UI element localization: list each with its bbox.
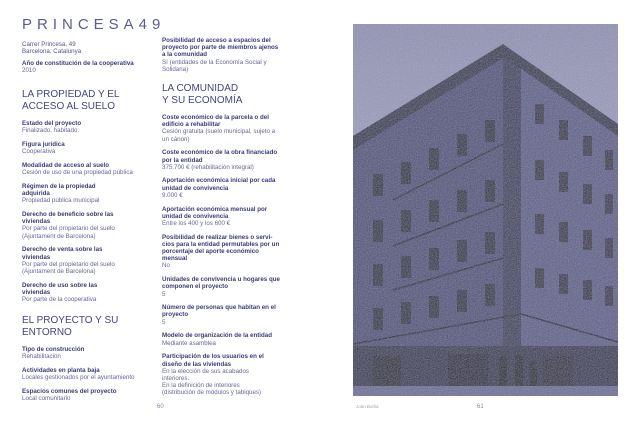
field-value-line: (distribución de módulos y tabiques): [162, 389, 262, 397]
field-value: [22, 127, 150, 134]
field-label-line: Posibilidad de acceso a espacios del: [162, 37, 271, 44]
field-label: [162, 206, 290, 220]
field-value-line: Cesión de uso de una propiedad pública: [22, 169, 133, 177]
field-label: [162, 37, 290, 59]
field-label: [22, 367, 150, 374]
field-label-line: Número de personas que habitan en el: [162, 304, 276, 312]
field-value-line: No: [162, 262, 170, 270]
page-number-left: 60: [157, 404, 164, 410]
heading-line: ACCESO AL SUELO: [22, 100, 115, 112]
field-label-line: Actividades en planta baja: [22, 367, 100, 375]
info-field: [22, 120, 150, 134]
acceso-fields: [162, 37, 290, 73]
field-value-line: 375.700 € (rehabilitación integral): [162, 163, 254, 171]
field-value: [162, 262, 290, 269]
field-label-line: viviendas: [22, 253, 51, 261]
year-value: 2010: [22, 67, 36, 75]
info-field: [22, 183, 150, 205]
field-label: [162, 332, 290, 339]
page-number-right: 61: [477, 404, 484, 410]
building-photo-image: [353, 24, 618, 396]
field-value-line: Sí (entidades de la Economía Social y: [162, 58, 267, 66]
heading-line: LA PROPIEDAD Y EL: [22, 89, 120, 101]
field-value: [162, 192, 290, 199]
field-value: [22, 261, 150, 275]
left-column: [22, 41, 150, 409]
field-label-line: mensual: [162, 255, 188, 263]
field-label: [22, 388, 150, 395]
field-label-line: Modelo de organización de la entidad: [162, 332, 273, 340]
heading-line: ENTORNO: [22, 326, 72, 338]
building-photo: [353, 24, 618, 396]
info-field: [162, 332, 290, 346]
field-label: [162, 234, 290, 263]
field-value: [22, 148, 150, 155]
field-value-line: Cesión gratuita (suelo municipal, sujeto a: [162, 128, 276, 136]
address-line: Barcelona, Catalunya: [22, 48, 82, 56]
field-label-line: unidad de convivencia: [162, 184, 229, 192]
comunidad-fields: [162, 114, 290, 397]
field-label-line: Aportación económica inicial por cada: [162, 177, 276, 185]
field-value: [162, 340, 290, 347]
field-value-line: (Ajuntament de Barcelona): [22, 267, 96, 275]
info-field: [22, 367, 150, 381]
field-label: [22, 211, 150, 225]
info-field: [22, 211, 150, 240]
heading-line: LA COMUNIDAD: [162, 83, 239, 95]
info-field: [162, 234, 290, 270]
field-value: [22, 225, 150, 239]
field-label: [22, 246, 150, 260]
field-label-line: adquirida: [22, 190, 50, 198]
photo-credit: Joan Borlia: [356, 404, 379, 409]
field-value-line: Por parte del propietario del suelo: [22, 260, 115, 268]
info-field: [162, 114, 290, 143]
field-value-line: un cánon): [162, 135, 190, 143]
field-label-line: Participación de los usuarios en el: [162, 353, 264, 361]
field-label: [22, 282, 150, 296]
field-label: [162, 114, 290, 128]
field-label: [162, 353, 290, 367]
field-label-line: Aportación económica mensual por: [162, 205, 268, 213]
info-field: [162, 353, 290, 396]
field-label-line: viviendas: [22, 218, 51, 226]
middle-column: [162, 37, 290, 403]
info-field: [162, 37, 290, 73]
field-label-line: proyecto: [162, 311, 189, 319]
info-field: [162, 149, 290, 171]
field-value: [22, 395, 150, 402]
heading-line: EL PROYECTO Y SU: [22, 315, 119, 327]
field-value: [22, 353, 150, 360]
field-label: [162, 149, 290, 163]
field-label-line: Derecho de beneficio sobre las: [22, 211, 114, 219]
field-value-line: Locales gestionados por el ayuntamiento: [22, 374, 135, 382]
field-label: [22, 141, 150, 148]
field-label-line: edificio a rehabilitar: [162, 121, 221, 129]
page-title: PRINCESA49: [22, 16, 166, 33]
year-field: [22, 60, 150, 74]
field-label: [162, 276, 290, 290]
heading-line: Y SU ECONOMÍA: [162, 94, 243, 106]
field-value: [162, 128, 290, 142]
year-label: Año de constitución de la cooperativa: [22, 59, 134, 67]
field-label-line: Espacios comunes del proyecto: [22, 388, 117, 396]
field-value: [162, 164, 290, 171]
field-value-line: 9.000 €: [162, 191, 183, 199]
field-label-line: Unidades de convivencia u hogares que: [162, 276, 280, 284]
field-label: [162, 304, 290, 318]
info-field: [22, 282, 150, 304]
address: [22, 41, 150, 56]
field-label: [22, 162, 150, 169]
section-propiedad-heading: [22, 89, 150, 112]
field-label-line: componen el proyecto: [162, 283, 229, 291]
field-value-line: Entre los 400 y los 600 €: [162, 219, 231, 227]
field-value-line: En la elección de sus acabados: [162, 367, 250, 375]
field-value-line: 5: [162, 290, 166, 298]
field-label-line: Tipo de construcción: [22, 346, 85, 354]
field-value: [162, 220, 290, 227]
info-field: [162, 206, 290, 228]
field-label-line: Derecho de venta sobre las: [22, 246, 103, 254]
field-value-line: Propiedad pública municipal: [22, 197, 100, 205]
field-label: [22, 183, 150, 197]
field-value: [162, 319, 290, 326]
field-value: [22, 169, 150, 176]
field-label-line: diseño de las viviendas: [162, 360, 232, 368]
field-value-line: 5: [162, 318, 166, 326]
field-value-line: Solidaria): [162, 65, 189, 73]
field-value-line: Por parte del propietario del suelo: [22, 225, 115, 233]
field-label-line: cios para la entidad permutables por un: [162, 240, 280, 248]
field-value-line: Mediante asamblea: [162, 339, 217, 347]
address-line: Carrer Princesa, 49: [22, 41, 76, 48]
field-label-line: Derecho de uso sobre las: [22, 281, 98, 289]
field-label-line: a la comunidad: [162, 51, 208, 59]
field-label: [162, 177, 290, 191]
field-label-line: Modalidad de acceso al suelo: [22, 162, 109, 170]
field-label: [22, 346, 150, 353]
field-label-line: Figura jurídica: [22, 141, 65, 149]
field-label-line: Coste económico de la parcela o del: [162, 114, 269, 122]
section-proyecto-heading: [22, 315, 150, 338]
field-label-line: porcentaje del aporte económico: [162, 248, 259, 256]
info-field: [22, 346, 150, 360]
field-value-line: Por parte de la cooperativa: [22, 296, 97, 304]
field-label-line: viviendas: [22, 288, 51, 296]
info-field: [162, 304, 290, 326]
info-field: [162, 276, 290, 298]
field-label-line: por la entidad: [162, 156, 203, 164]
info-field: [162, 177, 290, 199]
field-value-line: En la definición de interiores: [162, 382, 240, 390]
field-label-line: Coste económico de la obra financiado: [162, 149, 278, 157]
field-label: [22, 120, 150, 127]
info-field: [22, 388, 150, 402]
field-value: [22, 374, 150, 381]
field-value-line: interiores.: [162, 374, 190, 382]
info-field: [22, 162, 150, 176]
field-value: [22, 296, 150, 303]
propiedad-fields: [22, 120, 150, 303]
field-value: [162, 291, 290, 298]
info-field: [22, 246, 150, 275]
section-comunidad-heading: [162, 83, 290, 106]
field-value-line: Cooperativa: [22, 148, 56, 156]
info-field: [22, 141, 150, 155]
field-value-line: Rehabilitación: [22, 353, 61, 361]
field-label-line: Estado del proyecto: [22, 120, 82, 128]
field-label-line: proyecto por parte de miembros ajenos: [162, 44, 279, 52]
field-value: [162, 59, 290, 73]
field-label-line: Posibilidad de realizar bienes o servi-: [162, 233, 273, 241]
field-value: [22, 197, 150, 204]
field-label-line: Régimen de la propiedad: [22, 182, 96, 190]
field-value-line: (Ajuntament de Barcelona): [22, 232, 96, 240]
field-value-line: Local comunitario: [22, 395, 71, 403]
field-label-line: unidad de convivencia: [162, 212, 229, 220]
field-value: [162, 368, 290, 397]
field-value-line: Finalizado, habitado.: [22, 127, 80, 135]
proyecto-fields: [22, 346, 150, 402]
